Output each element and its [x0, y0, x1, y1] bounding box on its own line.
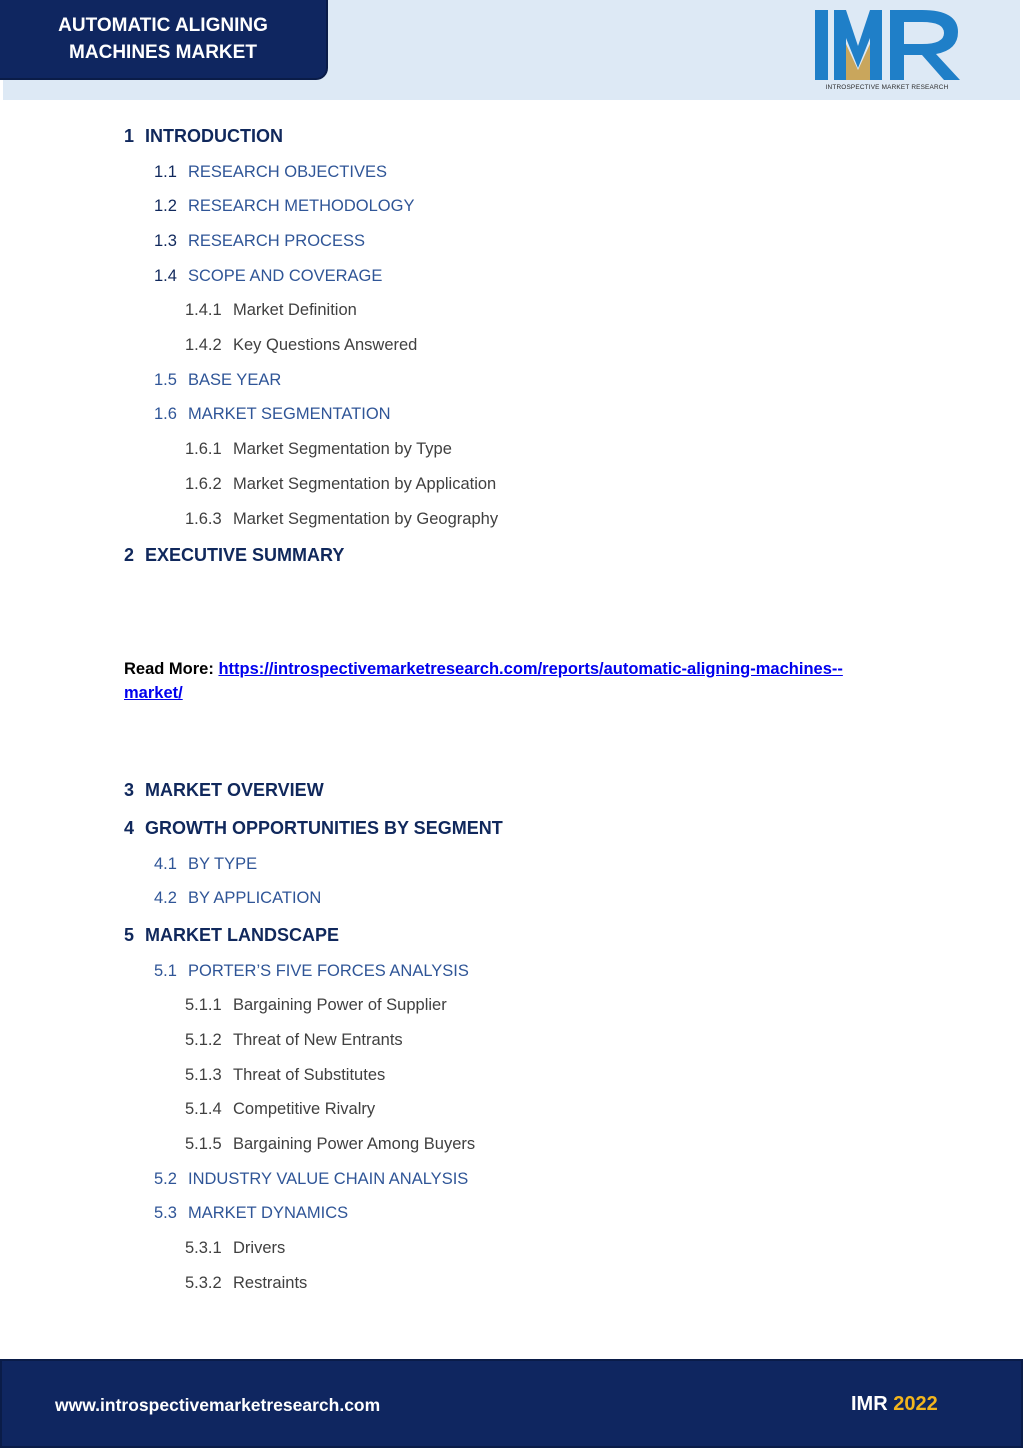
toc-entry-number: 5.1.3 [185, 1066, 222, 1084]
toc-entry-number: 5.2 [154, 1170, 177, 1188]
toc-entry-level-2[interactable] [154, 1170, 468, 1189]
toc-entry-level-2[interactable] [154, 197, 414, 216]
toc-entry-label: BY TYPE [188, 855, 258, 873]
toc-entry-number: 5 [124, 925, 135, 945]
toc-entry-label: Bargaining Power of Supplier [233, 996, 447, 1014]
toc-entry-level-3[interactable] [185, 440, 452, 459]
toc-entry-number: 5.3.1 [185, 1239, 222, 1257]
toc-entry-level-3[interactable] [185, 1031, 403, 1050]
toc-entry-level-3[interactable] [185, 1135, 475, 1154]
toc-entry-level-2[interactable] [154, 371, 281, 390]
toc-entry-number: 1.4.1 [185, 301, 222, 319]
toc-entry-number: 5.1.5 [185, 1135, 222, 1153]
toc-entry-level-1[interactable] [124, 818, 503, 839]
toc-entry-level-2[interactable] [154, 267, 382, 286]
toc-entry-number: 5.1.4 [185, 1100, 222, 1118]
toc-entry-level-2[interactable] [154, 405, 391, 424]
toc-entry-label: PORTER’S FIVE FORCES ANALYSIS [188, 962, 469, 980]
toc-entry-label: MARKET LANDSCAPE [145, 925, 340, 945]
toc-entry-level-2[interactable] [154, 962, 469, 981]
toc-entry-label: Drivers [233, 1239, 286, 1257]
toc-entry-number: 2 [124, 545, 135, 565]
toc-entry-number: 3 [124, 780, 135, 800]
toc-entry-label: MARKET SEGMENTATION [188, 405, 391, 423]
toc-entry-label: EXECUTIVE SUMMARY [145, 545, 345, 565]
toc-entry-level-2[interactable] [154, 855, 257, 874]
toc-entry-label: Market Segmentation by Type [233, 440, 452, 458]
toc-entry-label: SCOPE AND COVERAGE [188, 267, 383, 285]
toc-entry-number: 1 [124, 126, 135, 146]
toc-entry-number: 1.3 [154, 232, 177, 250]
toc-entry-level-2[interactable] [154, 163, 387, 182]
toc-entry-level-3[interactable] [185, 336, 417, 355]
footer-year: 2022 [893, 1393, 938, 1415]
toc-entry-level-3[interactable] [185, 510, 498, 529]
toc-entry-number: 1.2 [154, 197, 177, 215]
toc-entry-number: 1.6.1 [185, 440, 222, 458]
toc-entry-level-3[interactable] [185, 1066, 385, 1085]
toc-entry-label: Competitive Rivalry [233, 1100, 376, 1118]
toc-entry-number: 4.2 [154, 889, 177, 907]
toc-entry-level-1[interactable] [124, 780, 324, 801]
toc-entry-number: 5.3 [154, 1204, 177, 1222]
toc-entry-level-3[interactable] [185, 301, 357, 320]
toc-entry-level-2[interactable] [154, 1204, 348, 1223]
toc-entry-level-3[interactable] [185, 1274, 307, 1293]
toc-entry-label: Market Segmentation by Geography [233, 510, 499, 528]
toc-entry-level-1[interactable] [124, 126, 283, 147]
toc-entry-number: 1.4.2 [185, 336, 222, 354]
imr-logo [812, 8, 962, 98]
toc-entry-label: Threat of New Entrants [233, 1031, 403, 1049]
toc-entry-label: MARKET OVERVIEW [145, 780, 324, 800]
toc-entry-level-3[interactable] [185, 475, 496, 494]
toc-entry-label: INTRODUCTION [145, 126, 283, 146]
toc-entry-label: GROWTH OPPORTUNITIES BY SEGMENT [145, 818, 503, 838]
toc-entry-number: 1.6.2 [185, 475, 222, 493]
toc-entry-number: 4 [124, 818, 135, 838]
read-more-label: Read More: [124, 660, 214, 678]
read-more-block [124, 657, 884, 705]
toc-entry-number: 1.4 [154, 267, 177, 285]
toc-entry-level-1[interactable] [124, 545, 344, 566]
toc-entry-label: Bargaining Power Among Buyers [233, 1135, 476, 1153]
toc-entry-label: BASE YEAR [188, 371, 282, 389]
toc-entry-number: 1.6.3 [185, 510, 222, 528]
logo-caption: INTROSPECTIVE MARKET RESEARCH [825, 84, 949, 91]
toc-entry-level-1[interactable] [124, 925, 339, 946]
toc-entry-number: 5.1 [154, 962, 177, 980]
report-link-line-2: market/ [124, 684, 183, 702]
toc-entry-label: Market Segmentation by Application [233, 475, 497, 493]
toc-entry-level-3[interactable] [185, 996, 447, 1015]
imr-logo-mark [812, 8, 962, 84]
report-title-line-1: AUTOMATIC ALIGNING [58, 15, 268, 36]
report-link[interactable] [124, 660, 843, 702]
report-title-line-2: MACHINES MARKET [69, 42, 257, 63]
report-link-line-1: https://introspectivemarketresearch.com/reports/automatic-aligning-machines-- [218, 660, 843, 678]
toc-entry-label: RESEARCH OBJECTIVES [188, 163, 387, 181]
toc-entry-label: Restraints [233, 1274, 308, 1292]
toc-entry-number: 4.1 [154, 855, 177, 873]
toc-entry-number: 1.1 [154, 163, 177, 181]
toc-entry-level-2[interactable] [154, 889, 321, 908]
footer-brand [851, 1393, 938, 1416]
toc-entry-label: RESEARCH PROCESS [188, 232, 365, 250]
toc-entry-level-3[interactable] [185, 1100, 375, 1119]
toc-entry-label: Market Definition [233, 301, 357, 319]
footer-bar [0, 1359, 1023, 1448]
toc-entry-number: 5.1.1 [185, 996, 222, 1014]
toc-entry-number: 1.5 [154, 371, 177, 389]
toc-entry-label: Key Questions Answered [233, 336, 418, 354]
toc-entry-number: 5.1.2 [185, 1031, 222, 1049]
toc-entry-label: INDUSTRY VALUE CHAIN ANALYSIS [188, 1170, 469, 1188]
toc-entry-level-2[interactable] [154, 232, 365, 251]
footer-brand-name: IMR [851, 1393, 888, 1415]
toc-entry-label: RESEARCH METHODOLOGY [188, 197, 415, 215]
toc-entry-level-3[interactable] [185, 1239, 285, 1258]
toc-entry-number: 1.6 [154, 405, 177, 423]
report-title-box [0, 0, 328, 80]
toc-entry-number: 5.3.2 [185, 1274, 222, 1292]
toc-entry-label: MARKET DYNAMICS [188, 1204, 349, 1222]
toc-entry-label: BY APPLICATION [188, 889, 322, 907]
footer-website[interactable]: www.introspectivemarketresearch.com [55, 1395, 381, 1415]
toc-entry-label: Threat of Substitutes [233, 1066, 386, 1084]
